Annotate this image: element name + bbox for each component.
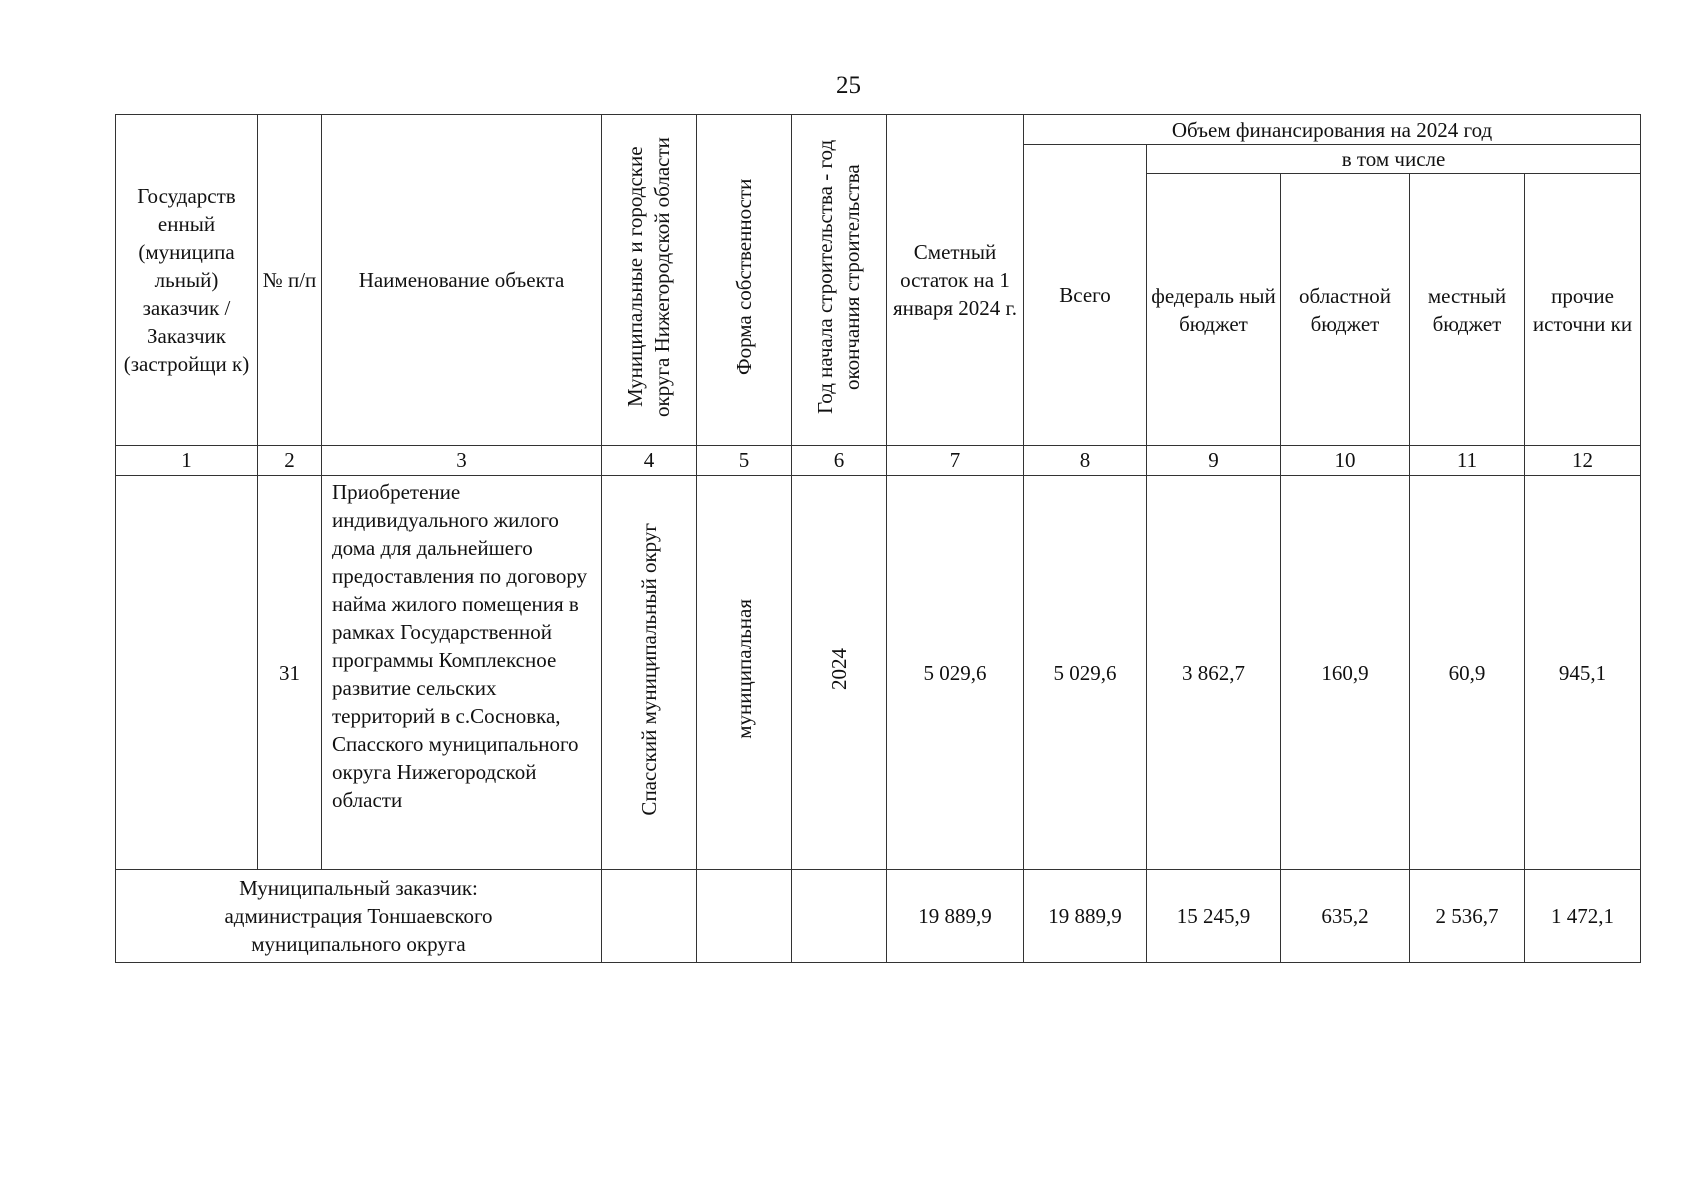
header-districts-cell: [602, 115, 697, 446]
column-number: 4: [602, 446, 697, 476]
header-ownership: Форма собственности: [731, 178, 756, 375]
column-number: 7: [887, 446, 1024, 476]
header-local: местный бюджет: [1410, 174, 1525, 446]
total-district: [602, 870, 697, 963]
header-years-cell: [792, 115, 887, 446]
row-district: Спасский муниципальный округ: [636, 522, 661, 816]
row-district-cell: [602, 476, 697, 870]
row-ownership-cell: [697, 476, 792, 870]
row-years-cell: [792, 476, 887, 870]
column-number: 11: [1410, 446, 1525, 476]
column-number: 12: [1525, 446, 1641, 476]
header-customer: Государств енный (муниципа льный) заказчик / Заказчик (застройщи к): [116, 115, 258, 446]
total-years: [792, 870, 887, 963]
header-financing: Объем финансирования на 2024 год: [1024, 115, 1641, 145]
header-federal: федераль ный бюджет: [1147, 174, 1281, 446]
row-balance: 5 029,6: [887, 476, 1024, 870]
header-including: в том числе: [1147, 145, 1641, 174]
column-number: 2: [258, 446, 322, 476]
row-ownership: муниципальная: [731, 599, 756, 739]
total-balance: 19 889,9: [887, 870, 1024, 963]
header-num: № п/п: [258, 115, 322, 446]
column-number: 8: [1024, 446, 1147, 476]
header-object-name: Наименование объекта: [322, 115, 602, 446]
column-number: 6: [792, 446, 887, 476]
total-ownership: [697, 870, 792, 963]
total-total: 19 889,9: [1024, 870, 1147, 963]
row-object-name: Приобретение индивидуального жилого дома для дальнейшего предоставления по договору найма жилого помещения в рамках Государственной программы Комплексное развитие сельских территорий в с.Сосновка, Спасского муниципального округа Нижегородской области: [322, 476, 602, 870]
header-row-1: [116, 115, 1641, 145]
row-customer: [116, 476, 258, 870]
total-federal: 15 245,9: [1147, 870, 1281, 963]
header-districts: Муниципальные и городские округа Нижегородской области: [623, 136, 674, 417]
page-number: 25: [836, 72, 861, 99]
header-ownership-cell: [697, 115, 792, 446]
header-regional: областной бюджет: [1281, 174, 1410, 446]
table-row: [116, 476, 1641, 870]
total-row: [116, 870, 1641, 963]
row-years: 2024: [826, 648, 851, 690]
row-regional: 160,9: [1281, 476, 1410, 870]
column-number: 5: [697, 446, 792, 476]
row-total: 5 029,6: [1024, 476, 1147, 870]
row-local: 60,9: [1410, 476, 1525, 870]
header-total: Всего: [1024, 145, 1147, 446]
column-number: 3: [322, 446, 602, 476]
total-regional: 635,2: [1281, 870, 1410, 963]
row-federal: 3 862,7: [1147, 476, 1281, 870]
header-other: прочие источни ки: [1525, 174, 1641, 446]
column-number-row: [116, 446, 1641, 476]
row-other: 945,1: [1525, 476, 1641, 870]
total-other: 1 472,1: [1525, 870, 1641, 963]
column-number: 1: [116, 446, 258, 476]
financing-table: [115, 114, 1641, 963]
column-number: 10: [1281, 446, 1410, 476]
row-num: 31: [258, 476, 322, 870]
header-balance: Сметный остаток на 1 января 2024 г.: [887, 115, 1024, 446]
total-label: Муниципальный заказчик: администрация Тоншаевского муниципального округа: [116, 870, 602, 963]
header-years: Год начала строительства - год окончания строительства: [813, 139, 864, 414]
total-local: 2 536,7: [1410, 870, 1525, 963]
column-number: 9: [1147, 446, 1281, 476]
